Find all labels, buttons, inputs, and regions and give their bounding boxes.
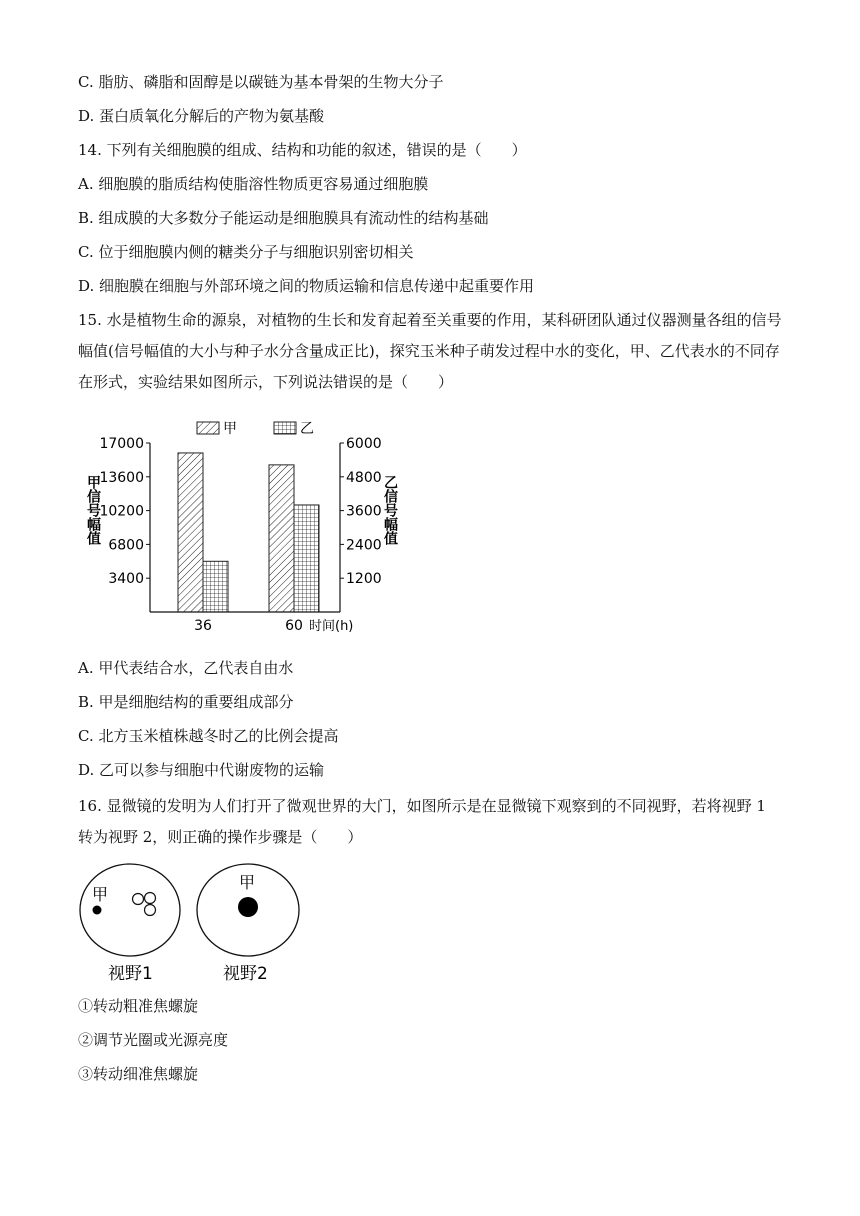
legend-swatch-yi xyxy=(274,422,296,434)
view1-other-cell xyxy=(133,894,144,905)
q14-stem: 14. 下列有关细胞膜的组成、结构和功能的叙述，错误的是（ ） xyxy=(78,141,527,159)
right-tick-label: 2400 xyxy=(346,537,382,554)
bar-yi xyxy=(294,505,319,612)
q14-option-a: A. 细胞膜的脂质结构使脂溶性物质更容易通过细胞膜 xyxy=(78,175,429,193)
bar-yi xyxy=(203,561,228,612)
x-axis-label: 时间(h) xyxy=(309,619,354,634)
view1-object-label: 甲 xyxy=(92,885,109,904)
q13-option-d: D. 蛋白质氧化分解后的产物为氨基酸 xyxy=(78,107,325,125)
bar-jia xyxy=(178,453,203,612)
right-tick-label: 3600 xyxy=(346,503,382,520)
left-axis-label: 甲信号幅值 xyxy=(85,475,101,545)
left-tick-label: 17000 xyxy=(99,436,144,452)
step-2: ②调节光圈或光源亮度 xyxy=(78,1031,229,1049)
right-tick-label: 4800 xyxy=(346,469,382,486)
view1-target-cell xyxy=(93,906,102,915)
signal-bar-chart xyxy=(78,413,398,643)
x-category-label: 60 xyxy=(285,618,303,634)
q14-option-d: D. 细胞膜在细胞与外部环境之间的物质运输和信息传递中起重要作用 xyxy=(78,277,535,295)
left-tick-label: 13600 xyxy=(99,469,144,486)
microscope-views-figure xyxy=(78,862,318,987)
left-tick-label: 3400 xyxy=(108,571,144,588)
legend-label-yi: 乙 xyxy=(300,421,314,437)
view1-caption: 视野1 xyxy=(108,964,153,984)
q13-option-c: C. 脂肪、磷脂和固醇是以碳链为基本骨架的生物大分子 xyxy=(78,73,444,91)
q15-option-a: A. 甲代表结合水，乙代表自由水 xyxy=(78,659,294,677)
q15-option-b: B. 甲是细胞结构的重要组成部分 xyxy=(78,693,294,711)
q14-option-c: C. 位于细胞膜内侧的糖类分子与细胞识别密切相关 xyxy=(78,243,414,261)
legend-label-jia: 甲 xyxy=(223,421,237,437)
x-category-label: 36 xyxy=(194,618,212,634)
step-3: ③转动细准焦螺旋 xyxy=(78,1065,199,1083)
step-1: ①转动粗准焦螺旋 xyxy=(78,997,199,1015)
right-tick-label: 6000 xyxy=(346,436,382,452)
q15-option-d: D. 乙可以参与细胞中代谢废物的运输 xyxy=(78,761,325,779)
left-tick-label: 10200 xyxy=(99,503,144,520)
view2-target-cell xyxy=(238,897,258,917)
left-tick-label: 6800 xyxy=(108,537,144,554)
view1-other-cell xyxy=(145,905,156,916)
view2-object-label: 甲 xyxy=(239,873,256,892)
bar-jia xyxy=(269,465,294,612)
view2-caption: 视野2 xyxy=(223,964,268,984)
q16-stem: 16. 显微镜的发明为人们打开了微观世界的大门，如图所示是在显微镜下观察到的不同视野，若将视野 1 转为视野 2，则正确的操作步骤是（ ） xyxy=(78,797,766,846)
q15-option-c: C. 北方玉米植株越冬时乙的比例会提高 xyxy=(78,727,339,745)
q14-option-b: B. 组成膜的大多数分子能运动是细胞膜具有流动性的结构基础 xyxy=(78,209,489,227)
right-axis-label: 乙信号幅值 xyxy=(382,475,398,545)
view1-other-cell xyxy=(145,893,156,904)
right-tick-label: 1200 xyxy=(346,571,382,588)
legend-swatch-jia xyxy=(197,422,219,434)
q15-stem: 15. 水是植物生命的源泉，对植物的生长和发育起着至关重要的作用，某科研团队通过仪器测量各组的信号幅值(信号幅值的大小与种子水分含量成正比)，探究玉米种子萌发过程中水的变化，甲、乙代表水的不同存在形式，实验结果如图所示，下列说法错误的是（ ） xyxy=(78,311,782,391)
